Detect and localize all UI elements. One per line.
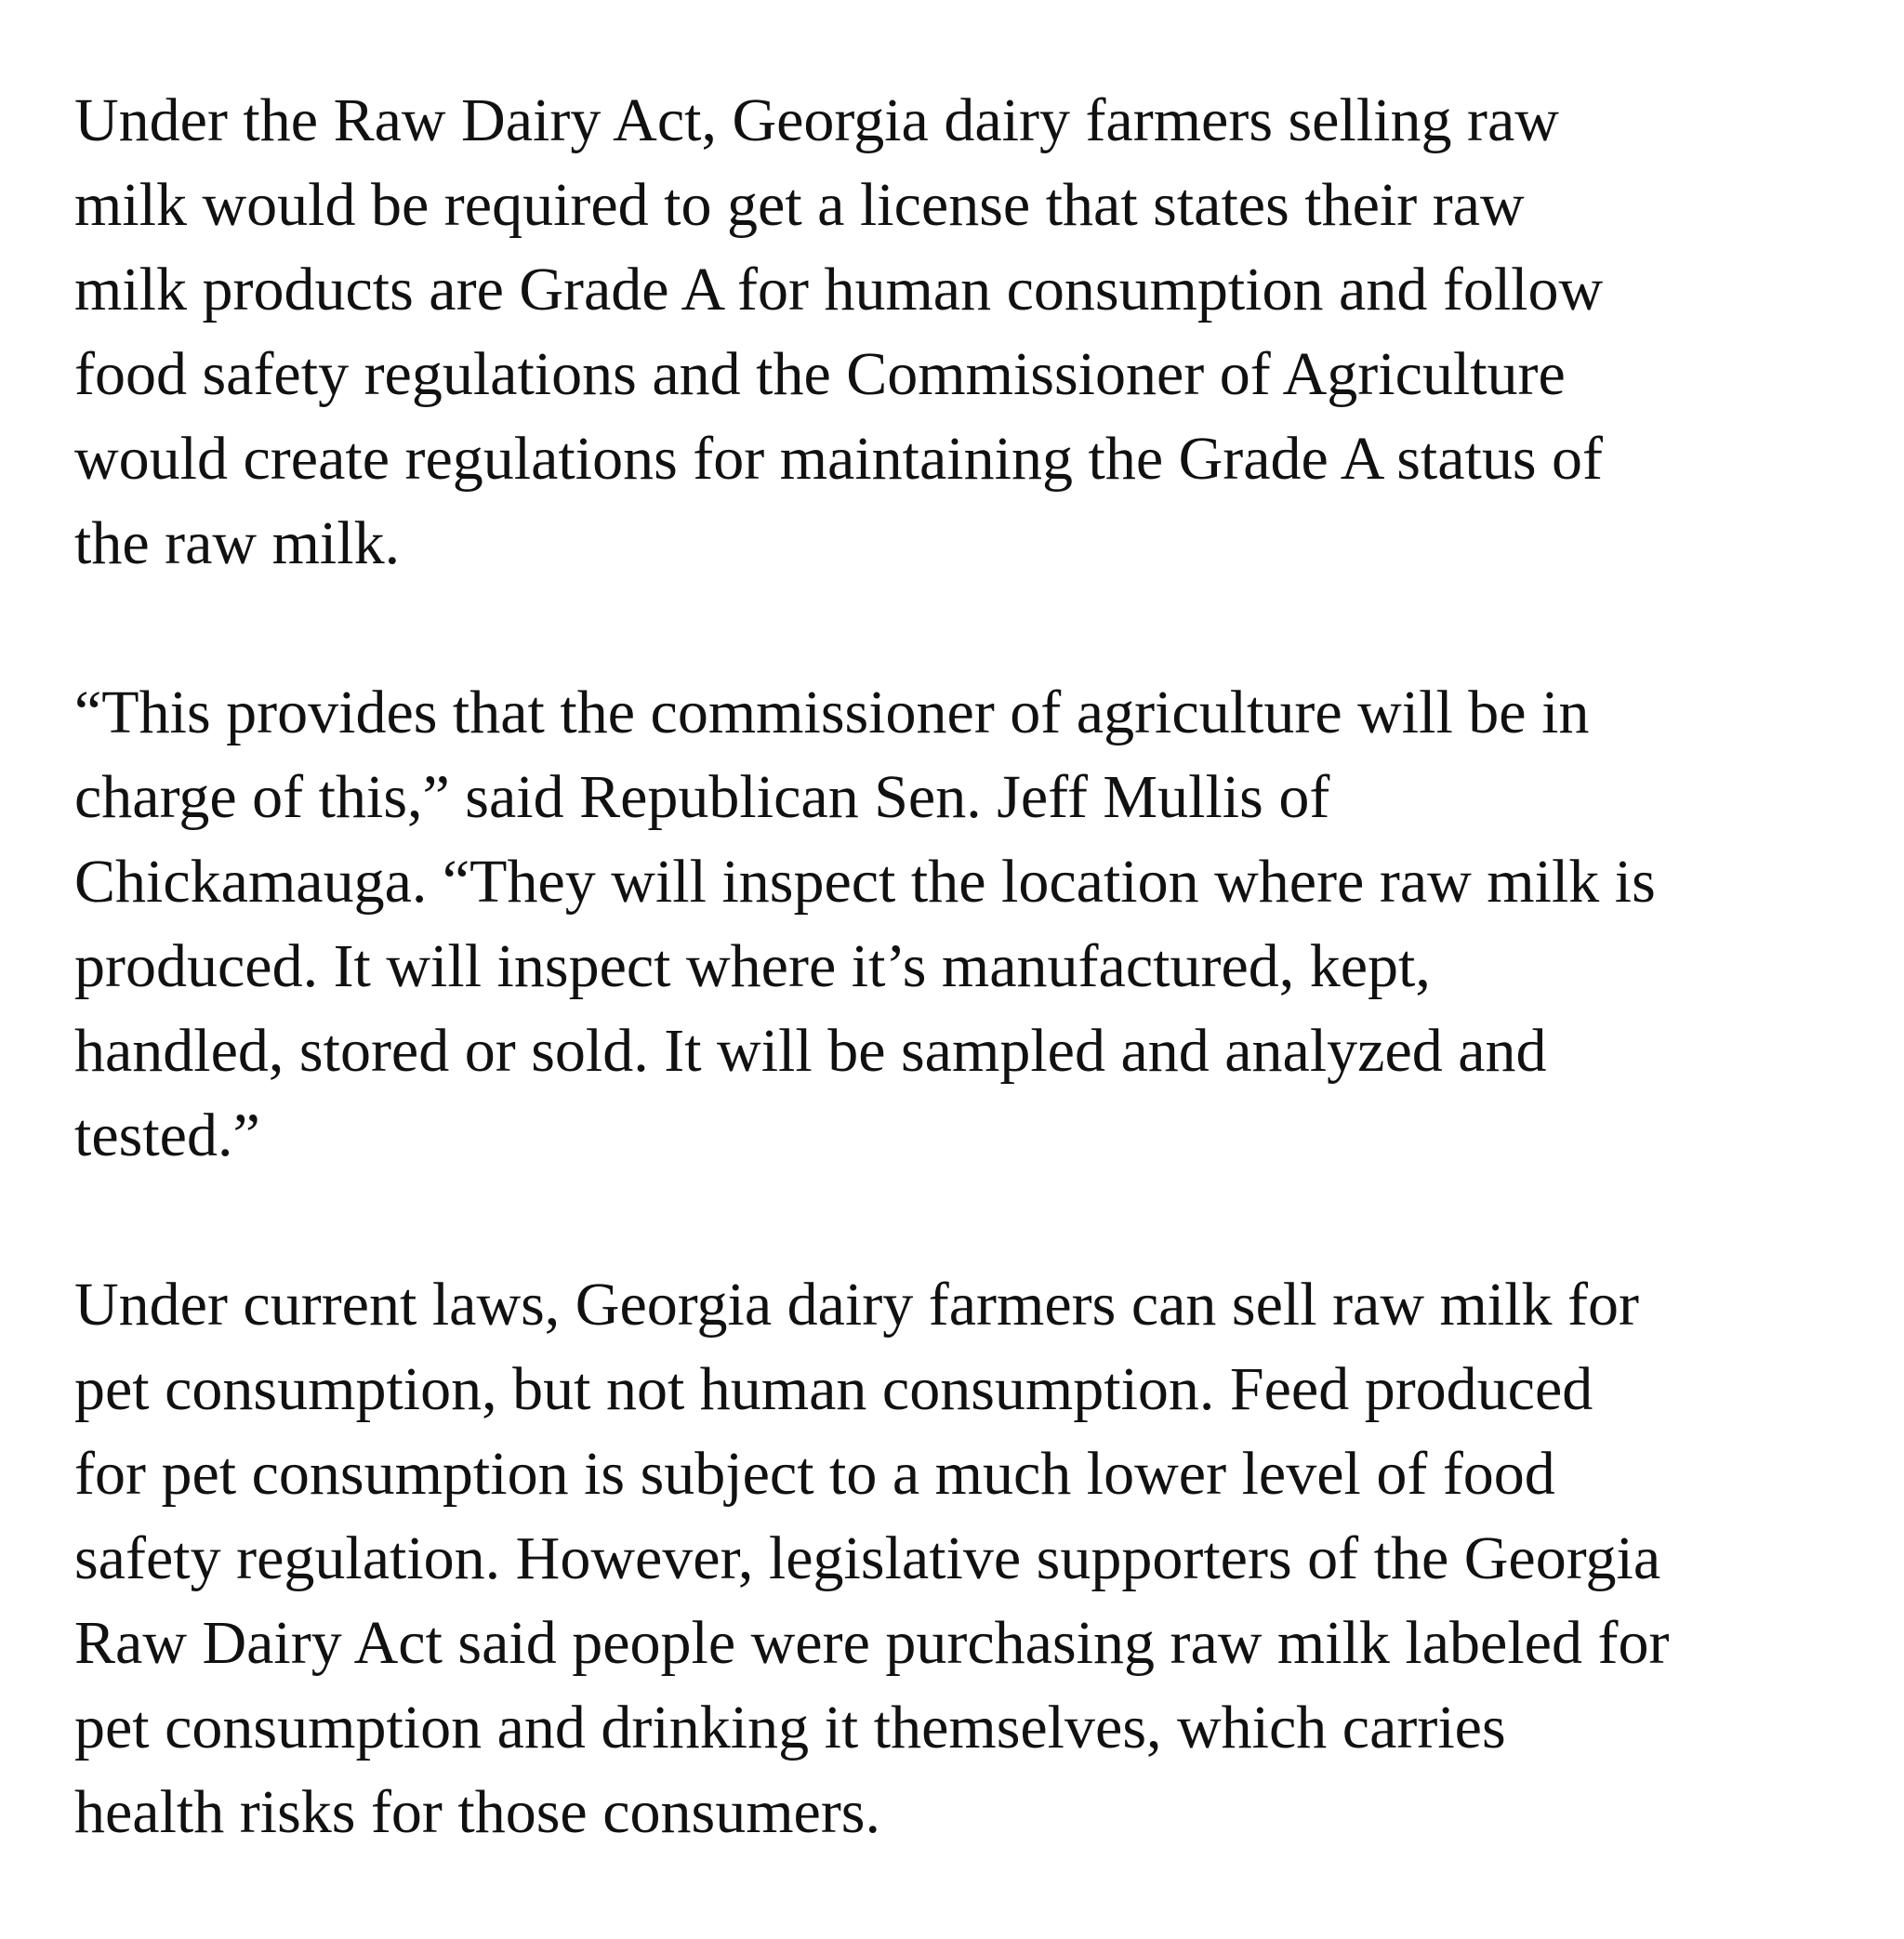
paragraph-line: health risks for those consumers. bbox=[74, 1778, 880, 1846]
paragraph-line: handled, stored or sold. It will be sampled and analyzed and bbox=[74, 1017, 1547, 1085]
paragraph-line: pet consumption and drinking it themselves, which carries bbox=[74, 1694, 1506, 1761]
paragraph-line: milk products are Grade A for human consumption and follow bbox=[74, 256, 1604, 323]
paragraph-line: charge of this,” said Republican Sen. Jeff Mullis of bbox=[74, 763, 1330, 831]
paragraph-line: would create regulations for maintaining the Grade A status of bbox=[74, 425, 1604, 493]
paragraph-line: tested.” bbox=[74, 1101, 260, 1169]
article-paragraph-1 bbox=[74, 78, 1869, 586]
paragraph-line: “This provides that the commissioner of agriculture will be in bbox=[74, 679, 1590, 746]
paragraph-line: produced. It will inspect where it’s manufactured, kept, bbox=[74, 932, 1431, 1000]
paragraph-line: safety regulation. However, legislative supporters of the Georgia bbox=[74, 1524, 1661, 1592]
paragraph-line: food safety regulations and the Commissioner of Agriculture bbox=[74, 340, 1566, 408]
paragraph-line: the raw milk. bbox=[74, 509, 401, 577]
article-paragraph-2 bbox=[74, 670, 1869, 1178]
paragraph-line: milk would be required to get a license that states their raw bbox=[74, 171, 1525, 239]
paragraph-line: Chickamauga. “They will inspect the location where raw milk is bbox=[74, 848, 1656, 916]
paragraph-line: Under the Raw Dairy Act, Georgia dairy farmers selling raw bbox=[74, 86, 1559, 154]
article-paragraph-3 bbox=[74, 1262, 1869, 1854]
paragraph-line: Under current laws, Georgia dairy farmers can sell raw milk for bbox=[74, 1271, 1639, 1339]
paragraph-line: pet consumption, but not human consumption. Feed produced bbox=[74, 1355, 1593, 1423]
paragraph-line: for pet consumption is subject to a much lower level of food bbox=[74, 1440, 1555, 1508]
paragraph-line: Raw Dairy Act said people were purchasing raw milk labeled for bbox=[74, 1609, 1670, 1677]
article-body bbox=[74, 78, 1869, 1939]
